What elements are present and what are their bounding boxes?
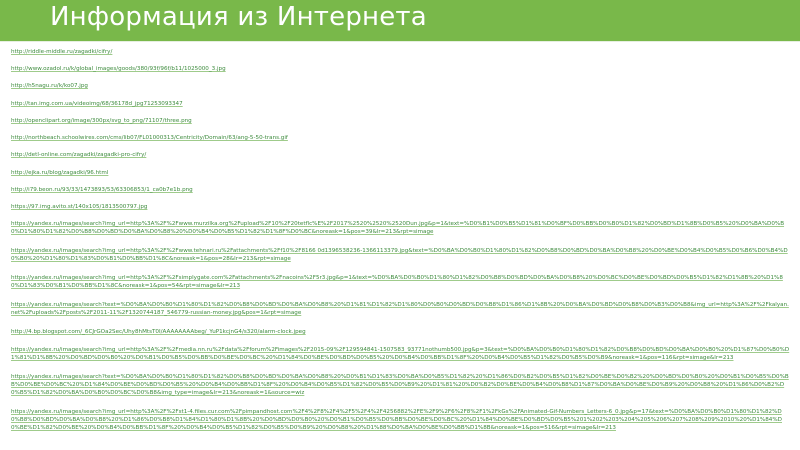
link-7[interactable]: http://detl-online.com/zagadki/zagadki-pro-cifry/ bbox=[11, 152, 147, 158]
link-14[interactable]: https://yandex.ru/images/search?text=%D0%BA%D0%B0%D1%80%D1%82%D0%B8%D0%BD%D0%BA%D0%B8%20%D1%81%D1%82%D1%80%D0%B0%D0%BD%D0%B8%D1%86%D1%8B%20%D0%BA%D0%BD%D0%B8%D0%B3%D0%B8&img_url=http%3A%2F%2Fkalyan.net%2Fuploads%2Fposts%2F2011-11%2F1320744187_546779-russian-money.jpg&pos=1&rpt=simage bbox=[11, 302, 789, 317]
link-3[interactable]: http://h5nagu.ru/k/ko07.jpg bbox=[11, 83, 88, 89]
link-8[interactable]: http://ejka.ru/blog/zagadki/96.html bbox=[11, 170, 109, 176]
link-17[interactable]: https://yandex.ru/images/search?text=%D0%BA%D0%B0%D1%80%D1%82%D0%B8%D0%BD%D0%BA%D0%B8%20%D0%B1%D1%83%D0%BA%D0%B5%D1%82%20%D1%86%D0%B2%D0%B5%D1%82%D0%BE%D0%B2%20%D0%BD%D0%B0%20%D0%B1%D0%B5%D0%BB%D0%BE%D0%BC%20%D1%84%D0%BE%D0%BD%D0%B5%20%D0%B4%D0%BB%D1%8F%20%D0%B4%D0%B5%D1%82%D0%B5%D0%B9%20%D1%81%20%D0%B2%D0%BE%D0%B4%D0%B8%D1%87%D0%BA%D0%BE%D0%B9%20%D0%B8%20%D1%86%D0%B2%D0%B5%D1%82%D0%BA%D0%B0%D0%BC%D0%B8&img_type=image&lr=213&noreask=1&source=wiz bbox=[11, 374, 789, 397]
link-15[interactable]: http://4.bp.blogspot.com/_6CJrGOa2Sec/Uhy8hMtsT0I/AAAAAAAAbeg/_YuP1kcjnG4/s320/alarm-clock.jpeg bbox=[11, 329, 306, 335]
link-10[interactable]: https://97.img.avito.st/140x105/1813500797.jpg bbox=[11, 204, 148, 210]
slide-title: Информация из Интернета bbox=[50, 2, 427, 32]
link-16[interactable]: https://yandex.ru/images/search?img_url=http%3A%2F%2Fmedia.nn.ru%2Fdata%2Fforum%2Fimages%2F2015-09%2F129594841-1507583_93771nothumb500.jpg&p=3&text=%D0%BA%D0%B0%D1%80%D1%82%D0%B8%D0%BD%D0%BA%D0%B0%20%D1%87%D0%B0%D1%81%D1%8B%20%D0%BD%D0%B0%20%D0%B1%D0%B5%D0%BB%D0%BE%D0%BC%20%D1%84%D0%BE%D0%BD%D0%B5%20%D0%B4%D0%BB%D1%8F%20%D0%B4%D0%B5%D1%82%D0%B5%D0%B9&noreask=1&pos=116&rpt=simage&lr=213 bbox=[11, 347, 790, 362]
link-5[interactable]: http://openclipart.org/image/300px/svg_to_png/71107/three.png bbox=[11, 118, 192, 124]
link-2[interactable]: http://www.ozadol.ru/k/global_images/goods/380/93f/96f/b11/1025000_3.jpg bbox=[11, 66, 226, 72]
link-13[interactable]: https://yandex.ru/images/search?img_url=http%3A%2F%2Fsimplygate.com%2Fattachments%2Fnacoins%2F5r3.jpg&p=1&text=%D0%BA%D0%B0%D1%80%D1%82%D0%B8%D0%BD%D0%BA%D0%B8%20%D0%BC%D0%BE%D0%BD%D0%B5%D1%82%D1%8B%20%D1%80%D1%83%D0%B1%D0%BB%D1%8C&noreask=1&pos=54&rpt=simage&lr=213 bbox=[11, 275, 783, 290]
title-bar bbox=[0, 0, 800, 41]
link-9[interactable]: http://i79.beon.ru/93/33/1473893/53/63306853/1_ca0b7e1b.png bbox=[11, 187, 193, 193]
divider bbox=[0, 41, 800, 42]
link-12[interactable]: https://yandex.ru/images/search?img_url=http%3A%2F%2Fwww.tehnari.ru%2Fattachments%2Ff10%2F8166 0d1396538236-1366113379.jpg&text=%D0%BA%D0%B0%D1%80%D1%82%D0%B8%D0%BD%D0%BA%D0%B8%20%D0%BE%D0%B4%D0%B5%D0%B6%D0%B4%D0%B0%20%D1%80%D1%83%D0%B1%D0%BB%D1%8C&noreask=1&pos=28&lr=213&rpt=simage bbox=[11, 248, 788, 263]
link-11[interactable]: https://yandex.ru/images/search?img_url=http%3A%2F%2Fwww.murzilka.org%2Fupload%2F10%2F20tetflc%E%2F2017%2520%2520%2520Dun.jpg&p=1&text=%D0%B1%D0%B5%D1%81%D0%BF%D0%BB%D0%B0%D1%82%D0%BD%D1%8B%D0%B5%20%D0%BA%D0%B0%D1%80%D1%82%D0%B8%D0%BD%D0%BA%D0%B8%20%D0%B4%D0%B5%D1%82%D1%8F%D0%BC&noreask=1&pos=39&lr=213&rpt=simage bbox=[11, 221, 785, 236]
link-6[interactable]: http://northbeach.schoolwires.com/cms/lib07/FL01000313/Centricity/Domain/63/ang-5-50-trans.gif bbox=[11, 135, 288, 141]
link-18[interactable]: https://yandex.ru/images/search?img_url=http%3A%2F%2Fst1-4.files.cur.com%2Fpimpandhost.com%2F4%2F8%2F4%2F5%2F4%2F4256882%2FE%2F9%2F6%2F8%2F1%2FkGs%2FAnimated-Gif-Numbers_Letters-6_0.jpg&p=17&text=%D0%BA%D0%B0%D1%80%D1%82%D0%B8%D0%BD%D0%BA%D0%B8%20%D1%86%D0%B8%D1%84%D1%80%D1%8B%20%D0%BD%D0%B0%20%D0%B1%D0%B5%D0%BB%D0%BE%D0%BC%20%D1%84%D0%BE%D0%BD%D0%B5%201%202%203%204%205%206%207%208%209%2010%20%D1%84%D0%BE%D1%82%D0%BE%20%D0%B4%D0%BB%D1%8F%20%D0%B4%D0%B5%D1%82%D0%B5%D0%B9%20%D0%B8%20%D1%88%D0%BA%D0%BE%D0%BB%D1%8B&noreask=1&pos=516&rpt=simage&lr=213 bbox=[11, 409, 782, 432]
link-4[interactable]: http://tan.img.com.ua/videoimg/68/36178d_jpg71253093347 bbox=[11, 101, 183, 107]
link-1[interactable]: http://riddle-middle.ru/zagadki/cifry/ bbox=[11, 49, 113, 55]
